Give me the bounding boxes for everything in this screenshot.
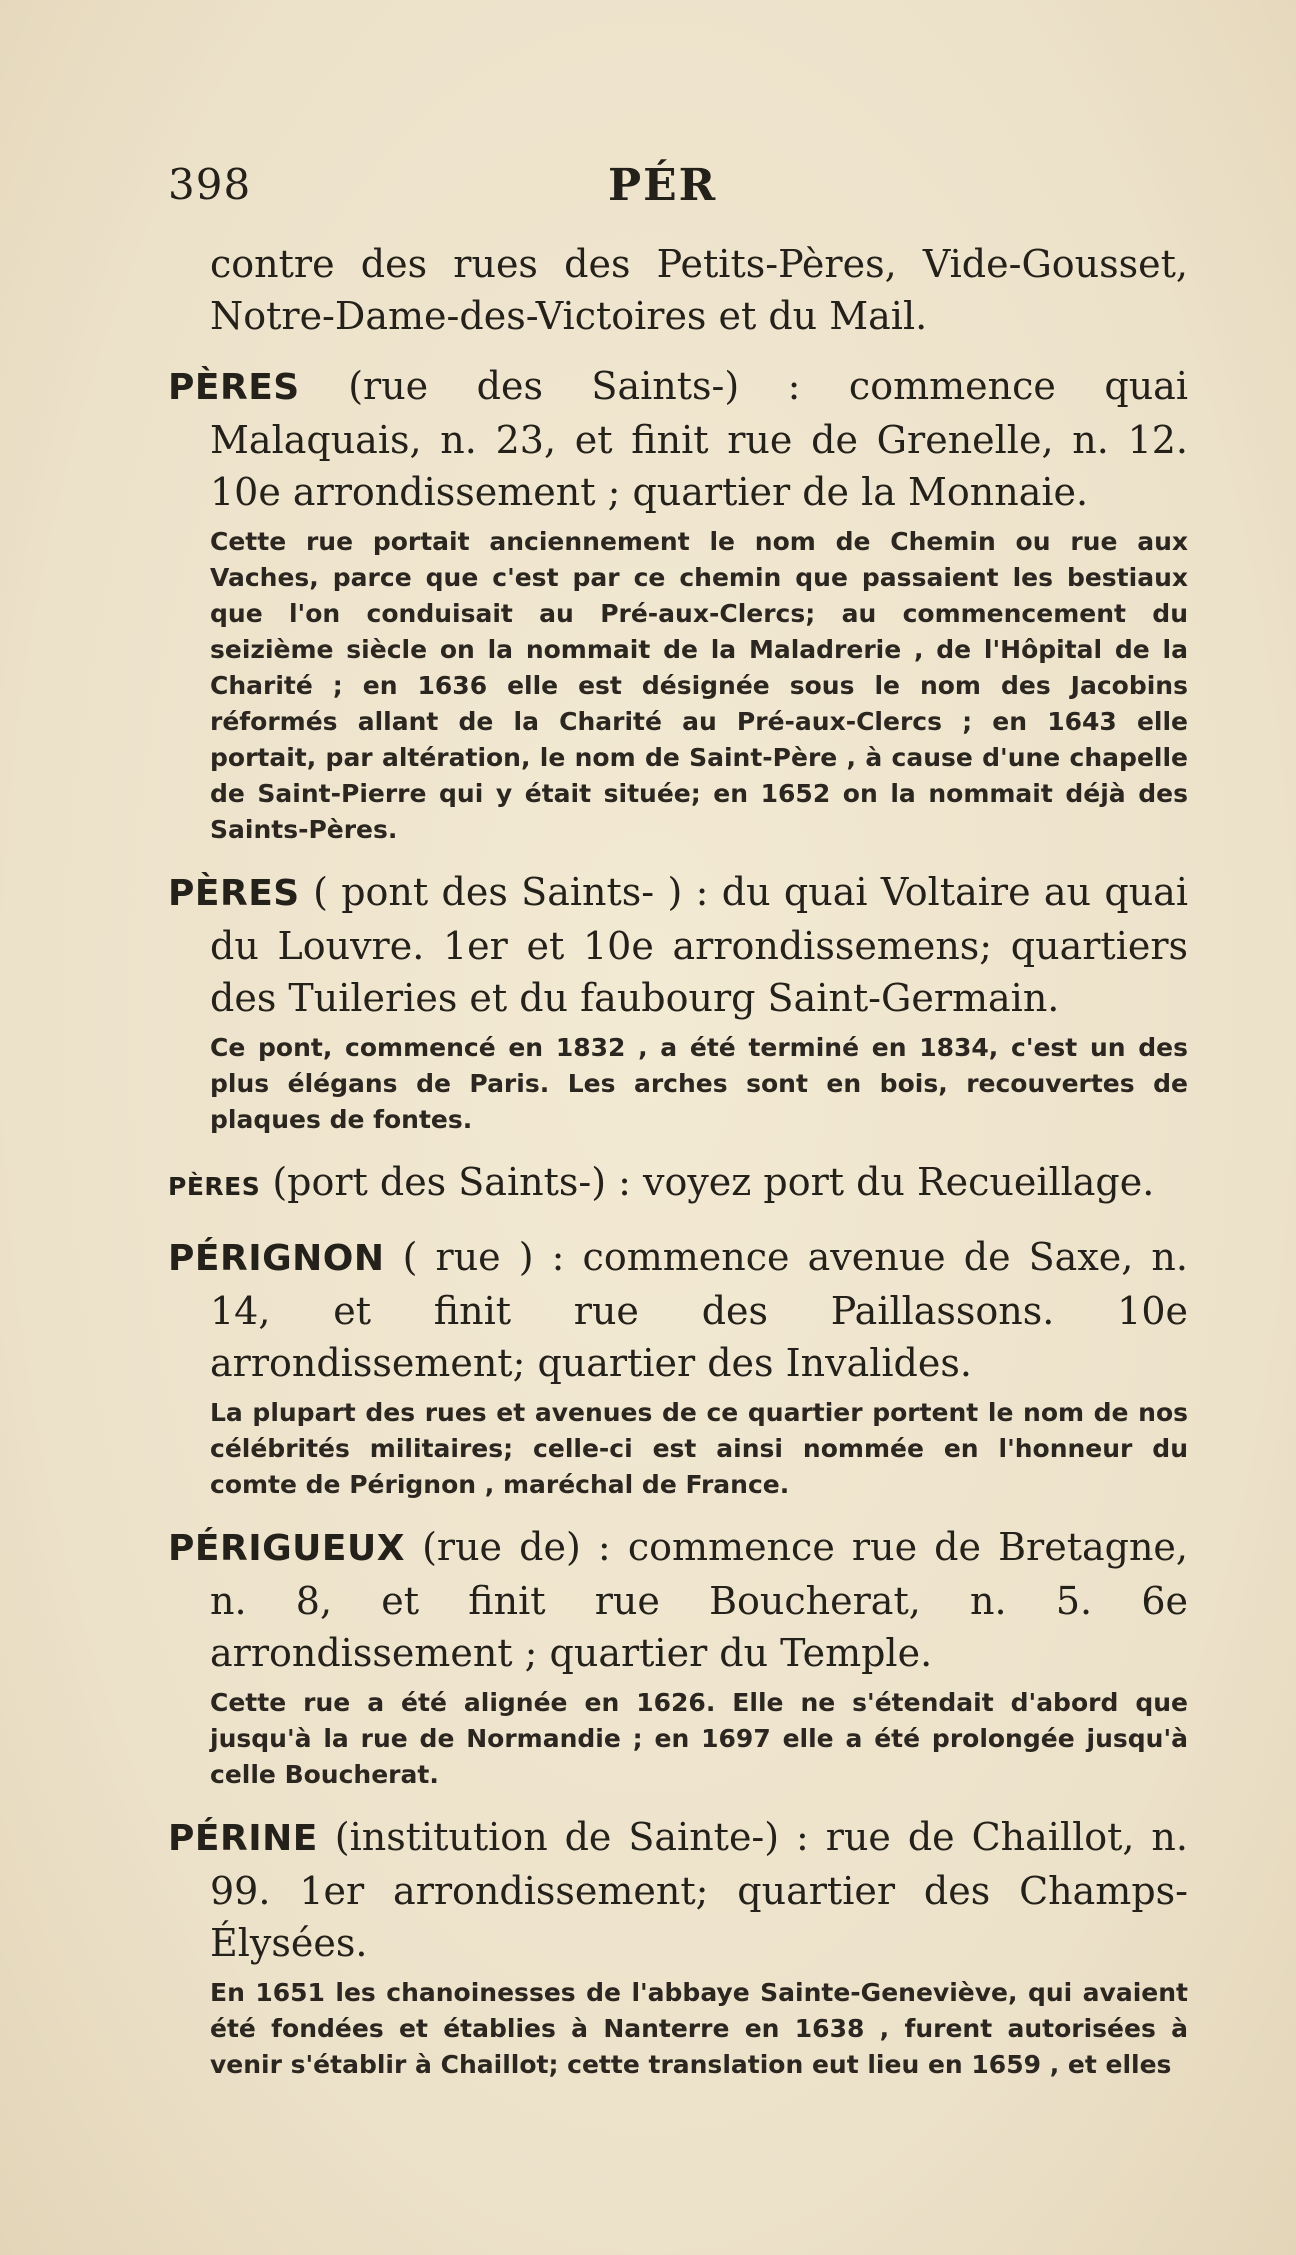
entry-main bbox=[168, 1231, 1188, 1389]
running-head: PÉR bbox=[608, 160, 718, 211]
page-number: 398 bbox=[168, 160, 252, 209]
headword: PÉRIGUEUX bbox=[168, 1528, 405, 1569]
headword: PÉRIGNON bbox=[168, 1238, 385, 1279]
entry-definition: ( pont des Saints- ) : du quai Voltaire au quai du Louvre. 1er et 10e arrondissemens; quartiers des Tuileries et du faubourg Saint-Germain. bbox=[210, 870, 1188, 1020]
entry-perigueux bbox=[168, 1521, 1188, 1793]
page-body bbox=[168, 238, 1188, 2083]
entry-peres-port bbox=[168, 1156, 1188, 1213]
entry-main bbox=[168, 1521, 1188, 1679]
entry-main bbox=[168, 1811, 1188, 1969]
entry-definition: (rue de) : commence rue de Bretagne, n. 8, et finit rue Boucherat, n. 5. 6e arrondissement ; quartier du Temple. bbox=[210, 1525, 1188, 1675]
entry-note: Cette rue portait anciennement le nom de Chemin ou rue aux Vaches, parce que c'est par ce chemin que passaient les bestiaux que l'on conduisait au Pré-aux-Clercs; au commencement du seizième siècle on la nommait de la Maladrerie , de l'Hôpital de la Charité ; en 1636 elle est désignée sous le nom des Jacobins réformés allant de la Charité au Pré-aux-Clercs ; en 1643 elle portait, par altération, le nom de Saint-Père , à cause d'une chapelle de Saint-Pierre qui y était située; en 1652 on la nommait déjà des Saints-Pères. bbox=[210, 527, 1188, 844]
entry-definition: (port des Saints-) : voyez port du Recueillage. bbox=[272, 1160, 1155, 1204]
entry-definition: (rue des Saints-) : commence quai Malaquais, n. 23, et finit rue de Grenelle, n. 12. 10e arrondissement ; quartier de la Monnaie. bbox=[210, 364, 1188, 514]
entry-peres-rue bbox=[168, 360, 1188, 848]
headword: PÉRINE bbox=[168, 1818, 318, 1859]
entry-note: Cette rue a été alignée en 1626. Elle ne s'étendait d'abord que jusqu'à la rue de Normandie ; en 1697 elle a été prolongée jusqu'à celle Boucherat. bbox=[210, 1688, 1188, 1789]
entry-note: En 1651 les chanoinesses de l'abbaye Sainte-Geneviève, qui avaient été fondées et établies à Nanterre en 1638 , furent autorisées à venir s'établir à Chaillot; cette translation eut lieu en 1659 , et elles bbox=[210, 1978, 1188, 2079]
headword: PÈRES bbox=[168, 367, 300, 408]
entry-perine bbox=[168, 1811, 1188, 2083]
headword: PÈRES bbox=[168, 1172, 261, 1201]
entry-main bbox=[168, 1156, 1188, 1213]
headword: PÈRES bbox=[168, 873, 300, 914]
page-header bbox=[168, 160, 1188, 220]
entry-peres-pont bbox=[168, 866, 1188, 1138]
entry-main bbox=[168, 360, 1188, 518]
continuation-text: contre des rues des Petits-Pères, Vide-Gousset, Notre-Dame-des-Victoires et du Mail. bbox=[210, 242, 1188, 338]
entry-note: La plupart des rues et avenues de ce quartier portent le nom de nos célébrités militaires; celle-ci est ainsi nommée en l'honneur du comte de Pérignon , maréchal de France. bbox=[210, 1398, 1188, 1499]
entry-definition: ( rue ) : commence avenue de Saxe, n. 14, et finit rue des Paillassons. 10e arrondissement; quartier des Invalides. bbox=[210, 1235, 1188, 1385]
entry-definition: (institution de Sainte-) : rue de Chaillot, n. 99. 1er arrondissement; quartier des Champs-Élysées. bbox=[210, 1815, 1188, 1965]
entry-note: Ce pont, commencé en 1832 , a été terminé en 1834, c'est un des plus élégans de Paris. Les arches sont en bois, recouvertes de plaques de fontes. bbox=[210, 1033, 1188, 1134]
entry-main bbox=[168, 866, 1188, 1024]
entry-perignon bbox=[168, 1231, 1188, 1503]
